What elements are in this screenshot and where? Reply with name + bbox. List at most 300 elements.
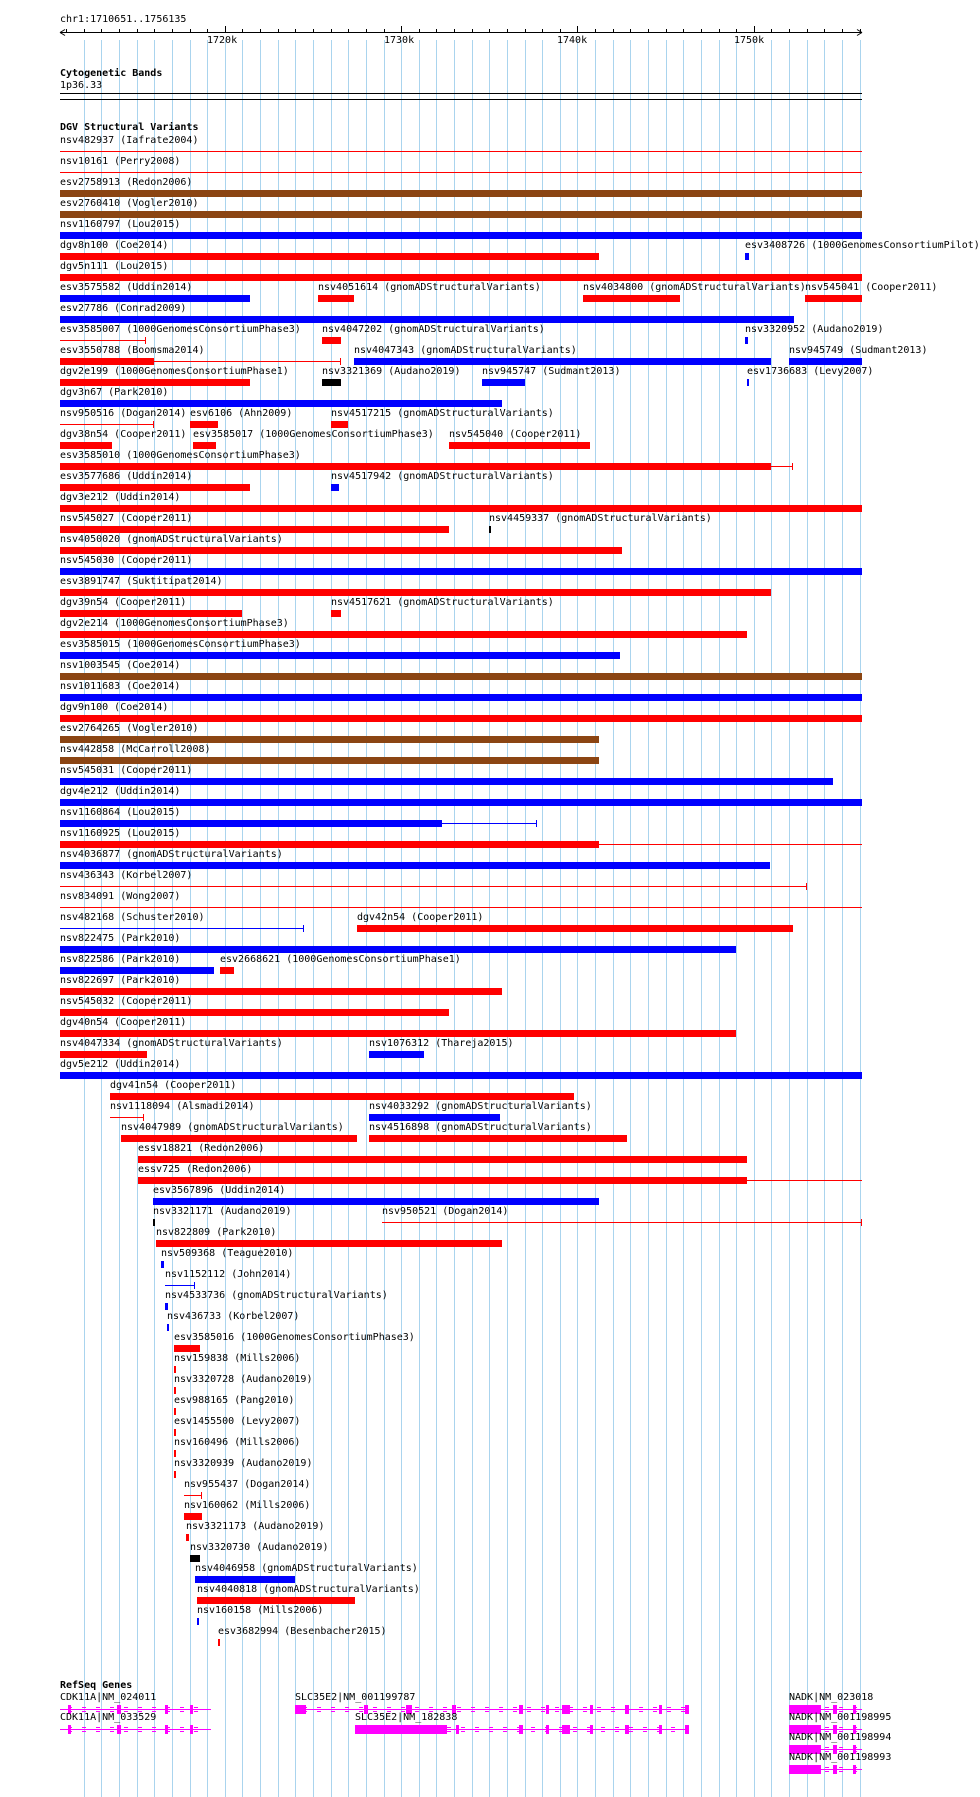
variant-line[interactable] xyxy=(60,151,862,152)
strand-chevron xyxy=(527,1711,531,1712)
strand-chevron xyxy=(615,1727,619,1728)
variant-line[interactable] xyxy=(60,886,807,887)
variant-label[interactable]: nsv482937 (Iafrate2004) xyxy=(60,135,199,146)
variant-label[interactable]: dgv39n54 (Cooper2011) xyxy=(60,597,187,608)
variant-bar[interactable] xyxy=(60,526,449,533)
variant-label[interactable]: nsv4459337 (gnomADStructuralVariants) xyxy=(489,513,712,524)
strand-chevron xyxy=(457,1707,461,1708)
variant-line[interactable] xyxy=(60,172,862,173)
strand-chevron xyxy=(513,1711,517,1712)
variant-label[interactable]: nsv1118094 (Alsmadi2014) xyxy=(110,1101,255,1112)
variant-label[interactable]: nsv4050020 (gnomADStructuralVariants) xyxy=(60,534,283,545)
variant-line xyxy=(599,844,862,845)
variant-bar[interactable] xyxy=(167,1324,169,1331)
variant-label[interactable]: dgv41n54 (Cooper2011) xyxy=(110,1080,237,1091)
strand-chevron xyxy=(667,1711,671,1712)
strand-chevron xyxy=(359,1707,363,1708)
variant-bar[interactable] xyxy=(745,337,748,344)
variant-label[interactable]: nsv4034800 (gnomADStructuralVariants) xyxy=(583,282,806,293)
variant-bar[interactable] xyxy=(174,1408,176,1415)
variant-bar[interactable] xyxy=(193,442,216,449)
variant-bar[interactable] xyxy=(369,1114,500,1121)
variant-bar[interactable] xyxy=(190,1555,200,1562)
gene-label[interactable]: SLC35E2|NM_001199787 xyxy=(295,1692,416,1703)
strand-chevron xyxy=(317,1707,321,1708)
variant-bar[interactable] xyxy=(138,1156,747,1163)
variant-label[interactable]: dgv38n54 (Cooper2011) xyxy=(60,429,187,440)
strand-chevron xyxy=(597,1707,601,1708)
variant-bar[interactable] xyxy=(60,673,862,680)
gene-exon[interactable] xyxy=(519,1705,523,1714)
variant-bar[interactable] xyxy=(60,1072,862,1079)
strand-chevron xyxy=(443,1707,447,1708)
strand-chevron xyxy=(499,1707,503,1708)
variant-label[interactable]: nsv545027 (Cooper2011) xyxy=(60,513,193,524)
variant-bar[interactable] xyxy=(60,967,214,974)
variant-bar[interactable] xyxy=(331,421,348,428)
variant-label[interactable]: esv3577686 (Uddin2014) xyxy=(60,471,193,482)
variant-end-tick xyxy=(806,883,807,890)
gene-exon[interactable] xyxy=(853,1765,856,1774)
variant-label[interactable]: dgv42n54 (Cooper2011) xyxy=(357,912,484,923)
variant-bar[interactable] xyxy=(60,400,502,407)
variant-bar[interactable] xyxy=(197,1597,355,1604)
variant-bar[interactable] xyxy=(583,295,680,302)
gene-exon[interactable] xyxy=(833,1765,837,1774)
variant-bar[interactable] xyxy=(789,358,862,365)
variant-label[interactable]: nsv4047202 (gnomADStructuralVariants) xyxy=(322,324,545,335)
variant-bar[interactable] xyxy=(174,1345,200,1352)
variant-bar[interactable] xyxy=(745,253,749,260)
gene-exon[interactable] xyxy=(590,1725,593,1734)
gene-exon[interactable] xyxy=(562,1725,570,1734)
variant-bar[interactable] xyxy=(156,1240,502,1247)
variant-bar[interactable] xyxy=(482,379,525,386)
variant-bar[interactable] xyxy=(357,925,793,932)
variant-label[interactable]: essv18821 (Redon2006) xyxy=(138,1143,265,1154)
variant-label[interactable]: nsv1160864 (Lou2015) xyxy=(60,807,181,818)
variant-label[interactable]: nsv3320730 (Audano2019) xyxy=(190,1542,329,1553)
variant-label[interactable]: nsv822586 (Park2010) xyxy=(60,954,181,965)
variant-bar[interactable] xyxy=(60,1051,147,1058)
variant-label[interactable]: nsv4040818 (gnomADStructuralVariants) xyxy=(197,1584,420,1595)
variant-bar[interactable] xyxy=(197,1618,199,1625)
variant-bar[interactable] xyxy=(60,820,442,827)
variant-bar[interactable] xyxy=(747,379,749,386)
strand-chevron xyxy=(124,1727,128,1728)
variant-label[interactable]: dgv3n67 (Park2010) xyxy=(60,387,169,398)
variant-label[interactable]: nsv4516898 (gnomADStructuralVariants) xyxy=(369,1122,592,1133)
variant-label[interactable]: nsv950516 (Dogan2014) xyxy=(60,408,187,419)
gene-exon[interactable] xyxy=(625,1725,629,1734)
variant-label[interactable]: dgv2e214 (1000GenomesConsortiumPhase3) xyxy=(60,618,289,629)
variant-label[interactable]: nsv436733 (Korbel2007) xyxy=(167,1311,300,1322)
strand-chevron xyxy=(611,1707,615,1708)
variant-bar[interactable] xyxy=(174,1471,176,1478)
variant-end-tick xyxy=(792,463,793,470)
variant-label[interactable]: nsv545032 (Cooper2011) xyxy=(60,996,193,1007)
variant-bar[interactable] xyxy=(805,295,862,302)
variant-label[interactable]: nsv3321171 (Audano2019) xyxy=(153,1206,292,1217)
gene-exon[interactable] xyxy=(625,1705,629,1714)
variant-bar[interactable] xyxy=(60,610,242,617)
variant-bar[interactable] xyxy=(220,967,234,974)
variant-bar[interactable] xyxy=(369,1135,627,1142)
strand-chevron xyxy=(629,1727,633,1728)
variant-label[interactable]: nsv509368 (Teague2010) xyxy=(161,1248,294,1259)
variant-bar[interactable] xyxy=(60,778,833,785)
variant-label[interactable]: nsv822809 (Park2010) xyxy=(156,1227,277,1238)
strand-chevron xyxy=(653,1707,657,1708)
variant-bar[interactable] xyxy=(60,1009,449,1016)
variant-line[interactable] xyxy=(382,1222,862,1223)
variant-bar[interactable] xyxy=(60,862,770,869)
variant-label[interactable]: esv3891747 (Suktitipat2014) xyxy=(60,576,223,587)
variant-bar[interactable] xyxy=(60,589,771,596)
gene-exon[interactable] xyxy=(519,1725,523,1734)
variant-bar[interactable] xyxy=(174,1429,176,1436)
strand-chevron xyxy=(152,1727,156,1728)
gene-exon[interactable] xyxy=(659,1725,662,1734)
strand-chevron xyxy=(825,1727,829,1728)
variant-end-tick xyxy=(861,1219,862,1226)
variant-label[interactable]: dgv2e199 (1000GenomesConsortiumPhase1) xyxy=(60,366,289,377)
variant-label[interactable]: nsv545031 (Cooper2011) xyxy=(60,765,193,776)
strand-chevron xyxy=(461,1727,465,1728)
variant-bar[interactable] xyxy=(369,1051,424,1058)
variant-label[interactable]: nsv4533736 (gnomADStructuralVariants) xyxy=(165,1290,388,1301)
variant-label[interactable]: nsv4517215 (gnomADStructuralVariants) xyxy=(331,408,554,419)
strand-chevron xyxy=(138,1707,142,1708)
gene-exon[interactable] xyxy=(190,1725,193,1734)
variant-label[interactable]: dgv40n54 (Cooper2011) xyxy=(60,1017,187,1028)
strand-chevron xyxy=(124,1731,128,1732)
variant-bar[interactable] xyxy=(60,211,862,218)
variant-label[interactable]: dgv8n100 (Coe2014) xyxy=(60,240,169,251)
variant-label[interactable]: nsv4517942 (gnomADStructuralVariants) xyxy=(331,471,554,482)
strand-chevron xyxy=(194,1707,198,1708)
variant-label[interactable]: nsv545040 (Cooper2011) xyxy=(449,429,582,440)
strand-chevron xyxy=(671,1727,675,1728)
variant-bar[interactable] xyxy=(60,631,747,638)
gene-exon[interactable] xyxy=(190,1705,193,1714)
gene-label[interactable]: CDK11A|NM_024011 xyxy=(60,1692,157,1703)
variant-bar[interactable] xyxy=(60,379,250,386)
strand-chevron xyxy=(345,1711,349,1712)
variant-label[interactable]: esv2764265 (Vogler2010) xyxy=(60,723,199,734)
strand-chevron xyxy=(447,1727,451,1728)
variant-label[interactable]: nsv442858 (McCarroll2008) xyxy=(60,744,211,755)
variant-bar[interactable] xyxy=(60,484,250,491)
variant-bar[interactable] xyxy=(318,295,354,302)
gene-exon[interactable] xyxy=(789,1765,821,1774)
strand-chevron xyxy=(475,1731,479,1732)
variant-bar[interactable] xyxy=(121,1135,357,1142)
strand-chevron xyxy=(615,1731,619,1732)
strand-chevron xyxy=(503,1731,507,1732)
variant-label[interactable]: nsv1003545 (Coe2014) xyxy=(60,660,181,671)
variant-label[interactable]: nsv160062 (Mills2006) xyxy=(184,1500,311,1511)
variant-line xyxy=(442,823,537,824)
variant-bar[interactable] xyxy=(449,442,590,449)
variant-bar[interactable] xyxy=(60,715,862,722)
variant-label[interactable]: dgv5n111 (Lou2015) xyxy=(60,261,169,272)
variant-bar[interactable] xyxy=(153,1219,155,1226)
strand-chevron xyxy=(401,1707,405,1708)
variant-end-tick xyxy=(201,1492,202,1499)
variant-line[interactable] xyxy=(60,928,304,929)
variant-label[interactable]: nsv4051614 (gnomADStructuralVariants) xyxy=(318,282,541,293)
variant-bar[interactable] xyxy=(174,1387,176,1394)
variant-label[interactable]: esv3567896 (Uddin2014) xyxy=(153,1185,286,1196)
variant-label[interactable]: nsv1160797 (Lou2015) xyxy=(60,219,181,230)
variant-label[interactable]: nsv945747 (Sudmant2013) xyxy=(482,366,621,377)
variant-label[interactable]: nsv3321369 (Audano2019) xyxy=(322,366,461,377)
variant-bar[interactable] xyxy=(110,1093,574,1100)
variant-label[interactable]: nsv436343 (Korbel2007) xyxy=(60,870,193,881)
strand-chevron xyxy=(82,1731,86,1732)
variant-bar[interactable] xyxy=(195,1576,295,1583)
variant-bar[interactable] xyxy=(60,505,862,512)
variant-bar[interactable] xyxy=(60,358,154,365)
variant-label[interactable]: nsv1152112 (John2014) xyxy=(165,1269,292,1280)
strand-chevron xyxy=(839,1771,843,1772)
strand-chevron xyxy=(429,1707,433,1708)
gene-exon[interactable] xyxy=(546,1705,549,1714)
variant-bar[interactable] xyxy=(60,274,862,281)
variant-label[interactable]: nsv945749 (Sudmant2013) xyxy=(789,345,928,356)
variant-line[interactable] xyxy=(184,1495,202,1496)
variant-label[interactable]: nsv482168 (Schuster2010) xyxy=(60,912,205,923)
variant-line[interactable] xyxy=(60,340,146,341)
variant-bar[interactable] xyxy=(161,1261,164,1268)
variant-bar[interactable] xyxy=(138,1177,747,1184)
locus-label: chr1:1710651..1756135 xyxy=(60,14,187,25)
variant-label[interactable]: nsv159838 (Mills2006) xyxy=(174,1353,301,1364)
gene-label[interactable]: NADK|NM_001198993 xyxy=(789,1752,892,1763)
strand-chevron xyxy=(82,1707,86,1708)
strand-chevron xyxy=(573,1731,577,1732)
variant-end-tick xyxy=(153,421,154,428)
variant-label[interactable]: nsv950521 (Dogan2014) xyxy=(382,1206,509,1217)
variant-line[interactable] xyxy=(110,1117,144,1118)
variant-bar[interactable] xyxy=(322,337,341,344)
variant-label[interactable]: essv725 (Redon2006) xyxy=(138,1164,253,1175)
strand-chevron xyxy=(180,1727,184,1728)
gene-exon[interactable] xyxy=(685,1725,689,1734)
variant-label[interactable]: nsv4047343 (gnomADStructuralVariants) xyxy=(354,345,577,356)
variant-bar[interactable] xyxy=(60,316,794,323)
variant-line[interactable] xyxy=(60,424,154,425)
variant-label[interactable]: esv1736683 (Levy2007) xyxy=(747,366,874,377)
variant-line[interactable] xyxy=(165,1285,195,1286)
variant-label[interactable]: nsv1076312 (Thareja2015) xyxy=(369,1038,514,1049)
variant-bar[interactable] xyxy=(60,736,599,743)
strand-chevron xyxy=(152,1731,156,1732)
variant-bar[interactable] xyxy=(60,568,862,575)
strand-chevron xyxy=(110,1731,114,1732)
variant-label[interactable]: nsv160496 (Mills2006) xyxy=(174,1437,301,1448)
variant-label[interactable]: dgv9n100 (Coe2014) xyxy=(60,702,169,713)
variant-bar[interactable] xyxy=(218,1639,220,1646)
variant-bar[interactable] xyxy=(60,799,862,806)
variant-label[interactable]: nsv822475 (Park2010) xyxy=(60,933,181,944)
variant-label[interactable]: esv2758913 (Redon2006) xyxy=(60,177,193,188)
variant-bar[interactable] xyxy=(60,253,599,260)
variant-label[interactable]: esv988165 (Pang2010) xyxy=(174,1395,295,1406)
gene-exon[interactable] xyxy=(68,1725,71,1734)
strand-chevron xyxy=(583,1711,587,1712)
variant-bar[interactable] xyxy=(60,988,502,995)
strand-chevron xyxy=(489,1731,493,1732)
gene-exon[interactable] xyxy=(590,1705,593,1714)
strand-chevron xyxy=(110,1727,114,1728)
variant-bar[interactable] xyxy=(60,190,862,197)
variant-bar[interactable] xyxy=(60,1030,736,1037)
variant-label[interactable]: nsv160158 (Mills2006) xyxy=(197,1605,324,1616)
strand-chevron xyxy=(331,1711,335,1712)
strand-chevron xyxy=(639,1707,643,1708)
variant-end-tick xyxy=(303,925,304,932)
variant-label[interactable]: nsv545030 (Cooper2011) xyxy=(60,555,193,566)
variant-bar[interactable] xyxy=(184,1513,202,1520)
variant-bar[interactable] xyxy=(153,1198,599,1205)
variant-label[interactable]: nsv4033292 (gnomADStructuralVariants) xyxy=(369,1101,592,1112)
variant-bar[interactable] xyxy=(60,463,771,470)
variant-label[interactable]: dgv5e212 (Uddin2014) xyxy=(60,1059,181,1070)
variant-bar[interactable] xyxy=(60,757,599,764)
strand-chevron xyxy=(839,1767,843,1768)
variant-bar[interactable] xyxy=(354,358,771,365)
variant-label[interactable]: esv2668621 (1000GenomesConsortiumPhase1) xyxy=(220,954,461,965)
cyto-band-label[interactable]: 1p36.33 xyxy=(60,80,103,91)
variant-bar[interactable] xyxy=(186,1534,189,1541)
variant-label[interactable]: esv6106 (Ahn2009) xyxy=(190,408,293,419)
strand-chevron xyxy=(489,1727,493,1728)
gene-exon[interactable] xyxy=(659,1705,662,1714)
variant-bar[interactable] xyxy=(331,484,339,491)
variant-label[interactable]: esv3550788 (Boomsma2014) xyxy=(60,345,205,356)
variant-label[interactable]: esv2760410 (Vogler2010) xyxy=(60,198,199,209)
variant-label[interactable]: nsv4517621 (gnomADStructuralVariants) xyxy=(331,597,554,608)
refseq-track-title: RefSeq Genes xyxy=(60,1680,133,1691)
variant-bar[interactable] xyxy=(489,526,491,533)
strand-chevron xyxy=(96,1727,100,1728)
strand-chevron xyxy=(825,1747,829,1748)
gene-label[interactable]: NADK|NM_001198995 xyxy=(789,1712,892,1723)
variant-bar[interactable] xyxy=(165,1303,168,1310)
strand-chevron xyxy=(138,1731,142,1732)
strand-chevron xyxy=(317,1711,321,1712)
gene-exon[interactable] xyxy=(685,1705,689,1714)
variant-bar[interactable] xyxy=(60,946,736,953)
variant-bar[interactable] xyxy=(174,1366,176,1373)
gene-label[interactable]: CDK11A|NM_033529 xyxy=(60,1712,157,1723)
strand-chevron xyxy=(541,1707,545,1708)
gene-label[interactable]: SLC35E2|NM_182838 xyxy=(355,1712,458,1723)
variant-label[interactable]: nsv4047334 (gnomADStructuralVariants) xyxy=(60,1038,283,1049)
variant-bar[interactable] xyxy=(60,841,599,848)
gene-exon[interactable] xyxy=(546,1725,549,1734)
variant-bar[interactable] xyxy=(331,610,341,617)
variant-label[interactable]: dgv4e212 (Uddin2014) xyxy=(60,786,181,797)
variant-bar[interactable] xyxy=(60,547,622,554)
variant-label[interactable]: esv3585010 (1000GenomesConsortiumPhase3) xyxy=(60,450,301,461)
variant-label[interactable]: nsv3320952 (Audano2019) xyxy=(745,324,884,335)
variant-bar[interactable] xyxy=(174,1450,176,1457)
variant-label[interactable]: nsv4036877 (gnomADStructuralVariants) xyxy=(60,849,283,860)
gene-exon[interactable] xyxy=(165,1725,168,1734)
variant-label[interactable]: nsv4046958 (gnomADStructuralVariants) xyxy=(195,1563,418,1574)
gene-label[interactable]: NADK|NM_023018 xyxy=(789,1692,874,1703)
variant-label[interactable]: esv3575582 (Uddin2014) xyxy=(60,282,193,293)
variant-label[interactable]: nsv3320939 (Audano2019) xyxy=(174,1458,313,1469)
variant-label[interactable]: nsv834091 (Wong2007) xyxy=(60,891,181,902)
strand-chevron xyxy=(124,1707,128,1708)
variant-bar[interactable] xyxy=(190,421,218,428)
gene-exon[interactable] xyxy=(117,1725,121,1734)
variant-label[interactable]: esv27786 (Conrad2009) xyxy=(60,303,187,314)
variant-label[interactable]: nsv3321173 (Audano2019) xyxy=(186,1521,325,1532)
strand-chevron xyxy=(485,1711,489,1712)
variant-label[interactable]: esv3585016 (1000GenomesConsortiumPhase3) xyxy=(174,1332,415,1343)
variant-label[interactable]: nsv3320728 (Audano2019) xyxy=(174,1374,313,1385)
variant-bar[interactable] xyxy=(60,232,862,239)
variant-bar[interactable] xyxy=(322,379,341,386)
variant-label[interactable]: nsv955437 (Dogan2014) xyxy=(184,1479,311,1490)
strand-chevron xyxy=(667,1707,671,1708)
variant-label[interactable]: esv3585007 (1000GenomesConsortiumPhase3) xyxy=(60,324,301,335)
cyto-track-title: Cytogenetic Bands xyxy=(60,68,163,79)
gene-exon[interactable] xyxy=(456,1725,459,1734)
variant-end-tick xyxy=(536,820,537,827)
strand-chevron xyxy=(387,1707,391,1708)
gene-exon[interactable] xyxy=(562,1705,570,1714)
strand-chevron xyxy=(583,1707,587,1708)
gene-intron-line xyxy=(295,1709,689,1710)
ruler-tick-label: 1750k xyxy=(734,35,765,46)
strand-chevron xyxy=(839,1747,843,1748)
strand-chevron xyxy=(373,1707,377,1708)
variant-label[interactable]: esv3682994 (Besenbacher2015) xyxy=(218,1626,387,1637)
gene-label[interactable]: NADK|NM_001198994 xyxy=(789,1732,892,1743)
variant-line[interactable] xyxy=(60,907,862,908)
variant-label[interactable]: esv3585015 (1000GenomesConsortiumPhase3) xyxy=(60,639,301,650)
variant-label[interactable]: esv3585017 (1000GenomesConsortiumPhase3) xyxy=(193,429,434,440)
strand-chevron xyxy=(643,1731,647,1732)
gene-exon[interactable] xyxy=(295,1705,306,1714)
variant-label[interactable]: nsv4047989 (gnomADStructuralVariants) xyxy=(121,1122,344,1133)
variant-label[interactable]: esv3408726 (1000GenomesConsortiumPilot) xyxy=(745,240,980,251)
gene-exon[interactable] xyxy=(165,1705,168,1714)
variant-label[interactable]: nsv1160925 (Lou2015) xyxy=(60,828,181,839)
variant-label[interactable]: esv1455500 (Levy2007) xyxy=(174,1416,301,1427)
strand-chevron xyxy=(653,1711,657,1712)
variant-bar[interactable] xyxy=(60,442,112,449)
gene-intron-line xyxy=(60,1729,211,1730)
variant-label[interactable]: dgv3e212 (Uddin2014) xyxy=(60,492,181,503)
variant-end-tick xyxy=(194,1282,195,1289)
variant-label[interactable]: nsv10161 (Perry2008) xyxy=(60,156,181,167)
variant-bar[interactable] xyxy=(60,652,620,659)
variant-label[interactable]: nsv1011683 (Coe2014) xyxy=(60,681,181,692)
variant-label[interactable]: nsv822697 (Park2010) xyxy=(60,975,181,986)
variant-bar[interactable] xyxy=(60,295,250,302)
variant-label[interactable]: nsv545041 (Cooper2011) xyxy=(805,282,938,293)
variant-bar[interactable] xyxy=(60,694,862,701)
gene-exon[interactable] xyxy=(355,1725,447,1734)
strand-chevron xyxy=(555,1707,559,1708)
